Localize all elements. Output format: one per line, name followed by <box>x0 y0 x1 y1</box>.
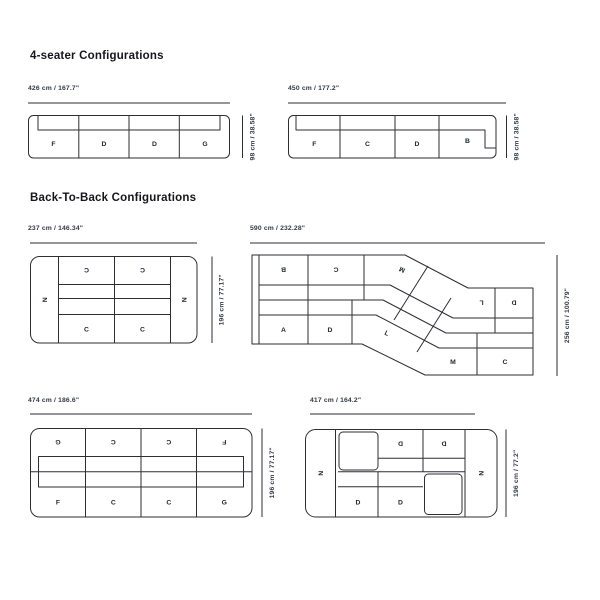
config-4seater-2 <box>285 80 535 180</box>
height-dimension-label: 256 cm / 100.79" <box>564 287 571 344</box>
module-label: D <box>398 499 403 507</box>
module-label: D <box>511 298 517 306</box>
config-4seater-1 <box>28 80 264 180</box>
module-label: C <box>166 438 172 445</box>
module-label: D <box>414 141 420 148</box>
module-label: C <box>84 266 89 273</box>
width-dimension-label: 474 cm / 186.6" <box>28 397 80 404</box>
module-label: G <box>221 499 227 507</box>
config-back-to-back-1 <box>28 220 273 360</box>
module-label: F <box>51 141 56 148</box>
backrest-line <box>259 315 533 348</box>
module-label: C <box>110 438 116 445</box>
module-label: C <box>110 499 116 507</box>
module-label: D <box>101 141 107 148</box>
module-label: C <box>502 359 508 366</box>
width-dimension-label: 590 cm / 232.28" <box>250 225 306 232</box>
ottoman-outline <box>425 474 463 515</box>
module-label: L <box>383 329 390 338</box>
module-label: L <box>479 298 484 306</box>
module-label: D <box>398 439 403 447</box>
width-dimension-label: 237 cm / 146.34" <box>28 225 84 232</box>
module-label: C <box>166 499 172 507</box>
module-label: N <box>42 297 49 303</box>
section-title-back-to-back: Back-To-Back Configurations <box>30 192 197 204</box>
module-label: D <box>327 327 333 334</box>
width-dimension-label: 426 cm / 167.7" <box>28 85 80 92</box>
module-label: N <box>318 470 325 476</box>
sofa-outline <box>289 116 497 159</box>
width-dimension-label: 450 cm / 177.2" <box>288 85 340 92</box>
config-back-to-back-3 <box>28 392 288 537</box>
config-back-to-back-2 <box>250 220 580 385</box>
config-back-to-back-4 <box>303 392 538 537</box>
diagonal-module-divider-line <box>394 266 428 320</box>
module-label: M <box>398 264 407 274</box>
module-label: G <box>202 141 208 148</box>
height-dimension-label: 98 cm / 38.58" <box>249 113 257 161</box>
module-label: D <box>441 439 447 447</box>
module-label: F <box>312 141 317 148</box>
module-label: C <box>140 266 145 273</box>
module-label: C <box>140 326 145 334</box>
module-label: D <box>152 141 157 148</box>
height-dimension-label: 196 cm / 77.17" <box>218 274 226 326</box>
height-dimension-label: 196 cm / 77.2" <box>513 449 520 497</box>
section-title-4-seater: 4-seater Configurations <box>30 50 164 62</box>
module-label: C <box>365 141 370 148</box>
module-label: C <box>333 265 339 273</box>
height-dimension-label: 98 cm / 38.58" <box>513 113 521 161</box>
module-label: N <box>181 297 189 303</box>
height-dimension-label: 196 cm / 77.17" <box>269 447 276 499</box>
sofa-outline <box>31 257 198 344</box>
module-label: D <box>355 499 361 507</box>
width-dimension-label: 417 cm / 164.2" <box>310 397 362 404</box>
module-label: F <box>55 499 61 507</box>
module-label: M <box>450 359 456 366</box>
module-label: B <box>465 138 470 145</box>
module-label: N <box>478 470 486 476</box>
module-label: C <box>84 326 89 334</box>
module-label: A <box>281 327 286 334</box>
module-label: F <box>222 438 227 445</box>
ottoman-outline <box>339 432 378 470</box>
diagonal-module-divider-line <box>417 298 451 352</box>
backrest-line <box>259 285 533 318</box>
module-label: B <box>281 265 286 273</box>
module-label: G <box>55 438 61 445</box>
